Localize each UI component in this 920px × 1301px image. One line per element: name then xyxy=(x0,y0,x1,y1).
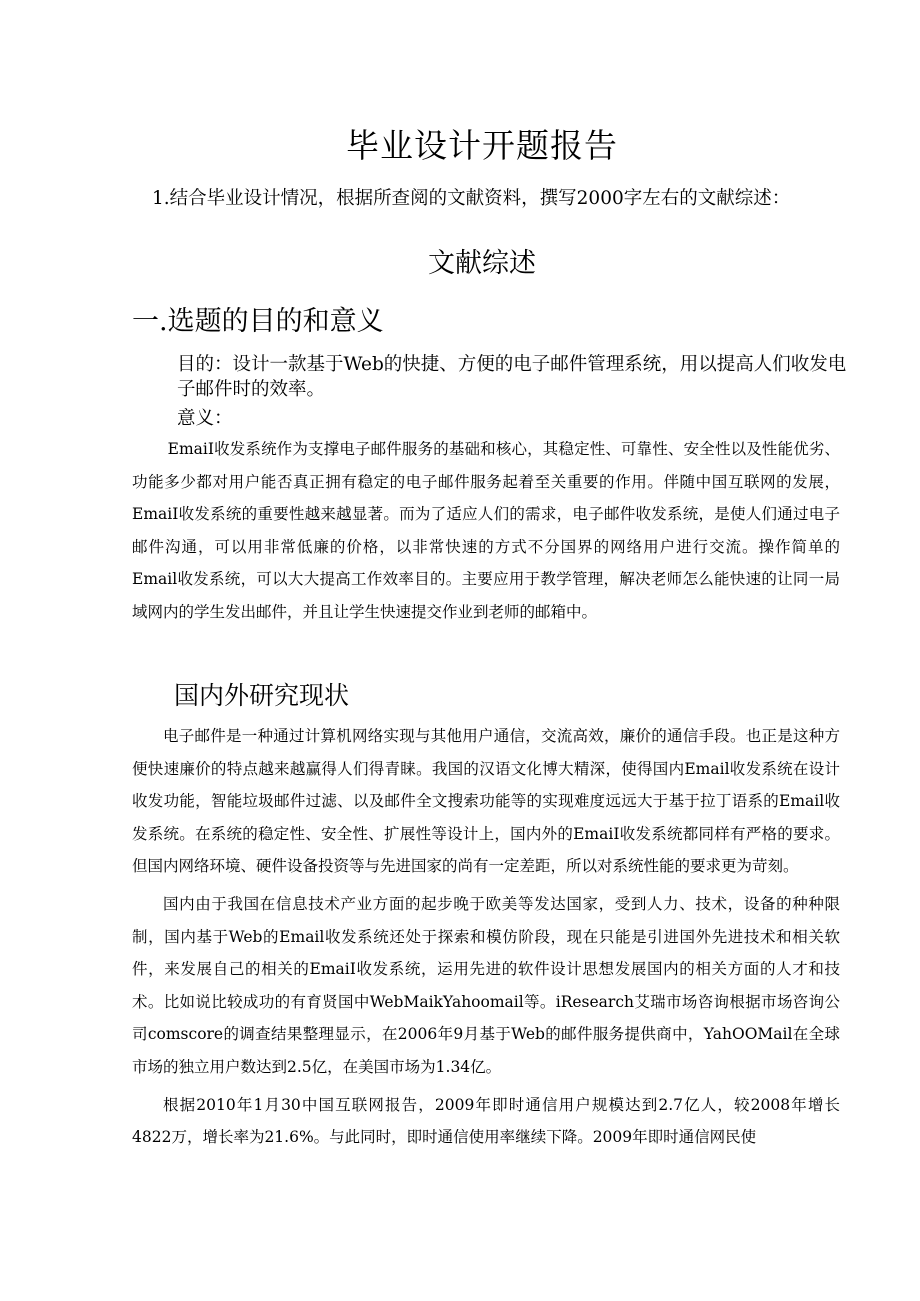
meaning-label: 意义： xyxy=(177,408,233,429)
research-paragraph: 电子邮件是一种通过计算机网络实现与其他用户通信，交流高效，廉价的通信手段。也正是这种方便快速廉价的特点越来越赢得人们得青睐。我国的汉语文化博大精深，使得国内Email收发系统在设计收发功能，智能垃圾邮件过滤、以及邮件全文搜索功能等的实现难度远远大于基于拉丁语系的Email收发系统。在系统的稳定性、安全性、扩展性等设计上，国内外的EmaiI收发系统都同样有严格的要求。但国内网络环境、硬件设备投资等与先进国家的尚有一定差距，所以对系统性能的要求更为苛刻。 xyxy=(132,727,840,876)
purpose-block xyxy=(177,352,847,402)
instruction-text: 1.结合毕业设计情况，根据所查阅的文献资料，撰写2000字左右的文献综述： xyxy=(152,188,791,209)
research-body xyxy=(132,720,840,1154)
research-paragraph: 国内由于我国在信息技术产业方面的起步晚于欧美等发达国家，受到人力、技术，设备的种种限制，国内基于Web的Email收发系统还处于探索和模仿阶段，现在只能是引进国外先进技术和相关软件，来发展自己的相关的EmaiI收发系统，运用先进的软件设计思想发展国内的相关方面的人才和技术。比如说比较成功的有育贤国中WebMaikYahoomail等。iResearch艾瑞市场咨询根据市场咨询公司comscore的调查结果整理显示，在2006年9月基于Web的邮件服务提供商中，YahOOMail在全球市场的独立用户数达到2.5亿，在美国市场为1.34亿。 xyxy=(132,894,840,1076)
meaning-paragraph: EmaiI收发系统作为支撑电子邮件服务的基础和核心，其稳定性、可靠性、安全性以及性能优劣、功能多少都对用户能否真正拥有稳定的电子邮件服务起着至关重要的作用。伴随中国互联网的发展，EmaiI收发系统的重要性越来越显著。而为了适应人们的需求，电子邮件收发系统，是使人们通过电子邮件沟通，可以用非常低廉的价格，以非常快速的方式不分国界的网络用户进行交流。操作简单的Email收发系统，可以大大提高工作效率目的。主要应用于教学管理，解决老师怎么能快速的让同一局域网内的学生发出邮件，并且让学生快速提交作业到老师的邮箱中。 xyxy=(132,440,840,621)
research-paragraph: 根据2010年1月30中国互联网报告，2009年即时通信用户规模达到2.7亿人，较2008年增长4822万，增长率为21.6%。与此同时，即时通信使用率继续下降。2009年即时通信网民使 xyxy=(132,1095,840,1147)
meaning-body xyxy=(132,433,840,629)
report-title: 毕业设计开题报告 xyxy=(346,126,618,165)
section-heading-purpose-significance: 一.选题的目的和意义 xyxy=(132,306,384,337)
purpose-text: 目的：设计一款基于Web的快捷、方便的电子邮件管理系统，用以提高人们收发电子邮件时的效率。 xyxy=(177,354,847,400)
section-heading-research-status: 国内外研究现状 xyxy=(174,681,350,710)
literature-review-title: 文献综述 xyxy=(428,248,536,279)
